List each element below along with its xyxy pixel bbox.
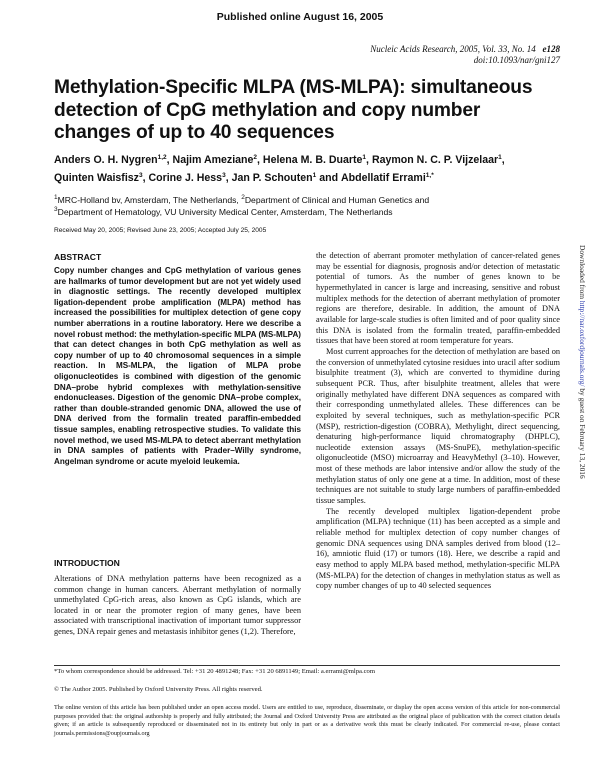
affiliation-line bbox=[54, 207, 574, 219]
title-line: Methylation-Specific MLPA (MS-MLPA): simultaneous bbox=[54, 77, 533, 98]
paragraph: Most current approaches for the detection of methylation are based on the conversion of unmethylated cytosine residues into uracil after sodium bisulphite treatment (3), which are converted to thymidine during subsequent PCR. Thus, after bisulphite treatment, alleles that were originally methylated have different DNA sequences as compared with their corresponding unmethylated alleles. These differences can be exploited by several techniques, such as methylation-specific PCR (MSP), restriction-digestion (COBRA), Methylight, direct sequencing, denaturing high-performance liquid chromatography (DHPLC), nucleotide extension assays (MS-SnuPE), methylation-specific oligonucleotide (MSO) microarray and HeavyMethyl (3–10). However, most of these methods are labor intensive and/or allow the study of the methylation status of only one gene at a time. In addition, most of these techniques are not suitable to study large numbers of paraffin-embedded tissue samples. bbox=[316, 346, 560, 506]
author-separator: , bbox=[366, 154, 372, 166]
affiliation-mark: 3 bbox=[54, 205, 58, 213]
affiliation-text: Department of Clinical and Human Genetics and bbox=[244, 195, 430, 205]
page-title bbox=[54, 77, 564, 145]
author-separator: , bbox=[166, 154, 173, 166]
received-dates: Received May 20, 2005; Revised June 23, 2005; Accepted July 25, 2005 bbox=[54, 227, 267, 234]
affiliations bbox=[54, 195, 574, 218]
author-name: Anders O. H. Nygren bbox=[54, 154, 158, 166]
article-number: e128 bbox=[542, 44, 560, 54]
author-name: Raymon N. C. P. Vijzelaar bbox=[371, 154, 499, 166]
author-affiliation-mark: 1 bbox=[312, 172, 317, 179]
author-affiliation-mark: 3 bbox=[222, 172, 226, 179]
title-line: detection of CpG methylation and copy number bbox=[54, 99, 481, 121]
author-name: Abdellatif Errami bbox=[341, 172, 426, 184]
author-name: Jan P. Schouten bbox=[231, 172, 313, 184]
download-watermark-text bbox=[578, 245, 587, 479]
affiliation-mark: 2 bbox=[241, 194, 245, 201]
title-line: changes of up to 40 sequences bbox=[54, 122, 335, 143]
author-affiliation-mark: 1 bbox=[362, 154, 367, 161]
abstract-text: Copy number changes and CpG methylation of various genes are hallmarks of tumor development but are not yet widely used in diagnostic settings. The recently developed multiplex ligation-dependent probe amplification (MLPA) method has increased the possibilities for multiplex detection of gene copy number aberrations in a routine laboratory. Here we describe a novel robust method: the methylation-specific MLPA (MS-MLPA) that can detect changes in both CpG methylation as well as copy number of up to 40 chromosomal sequences in a simple reaction. In MS-MLPA, the ligation of MLPA probe oligonucleotides is combined with digestion of the genomic DNA–probe hybrid complexes with methylation-sensitive endonucleases. Digestion of the genomic DNA–probe complex, rather than double-stranded genomic DNA, allowed the use of DNA derived from the formalin treated paraffin-embedded tissue samples, enabling retrospective studies. To validate this novel method, we used MS-MLPA to detect aberrant methylation in DNA samples of patients with Prader–Willy syndrome, Angelman syndrome or acute myeloid leukemia. bbox=[54, 266, 301, 466]
published-online-banner: Published online August 16, 2005 bbox=[216, 11, 384, 23]
journal-citation bbox=[370, 44, 560, 66]
paragraph: The recently developed multiplex ligation-dependent probe amplification (MLPA) technique (11) has been accepted as a simple and reliable method for multiplex detection of copy number changes of genomic DNA sequences using DNA samples derived from blood (12–16), amniotic fluid (17) or tumors (18). Here, we describe a rapid and easy method to apply MLPA based method, methylation-specific MLPA (MS-MLPA) for the detection of changes in methylation status as well as copy number changes of up to 40 selected sequences bbox=[316, 506, 560, 591]
introduction-text: Alterations of DNA methylation patterns have been recognized as a common change in human cancers. Aberrant methylation of normally unmethylated CpG-rich areas, also known as CpG islands, which are located in or near the promoter region of many genes, have been associated with transcriptional inactivation of important tumor suppressor genes, DNA repair genes and metastasis inhibitor genes (1,2). Therefore, bbox=[54, 574, 301, 636]
author-name: Quinten Waisfisz bbox=[54, 172, 139, 184]
abstract-heading: ABSTRACT bbox=[54, 252, 102, 262]
author-separator: , bbox=[142, 172, 149, 184]
author-affiliation-mark: 3 bbox=[138, 172, 143, 179]
author-name: Helena M. B. Duarte bbox=[262, 154, 363, 166]
author-name: Corine J. Hess bbox=[148, 172, 223, 184]
right-column-text bbox=[316, 251, 560, 592]
download-url-link[interactable]: http://nar.oxfordjournals.org/ bbox=[578, 300, 587, 387]
author-name: Najim Ameziane bbox=[172, 154, 254, 166]
author-line bbox=[54, 169, 574, 187]
download-watermark bbox=[577, 245, 589, 525]
journal-name: Nucleic Acids Research, 2005, Vol. 33, No. 14 bbox=[370, 44, 536, 54]
affiliation-text: MRC-Holland bv, Amsterdam, The Netherlands, bbox=[57, 195, 242, 205]
copyright-notice: © The Author 2005. Published by Oxford University Press. All rights reserved. bbox=[54, 686, 263, 693]
by-guest-label: by guest on February 13, 2016 bbox=[578, 386, 587, 479]
author-affiliation-mark: 2 bbox=[253, 154, 258, 161]
author-affiliation-mark: 1,* bbox=[425, 172, 434, 179]
affiliation-text: Department of Hematology, VU University Medical Center, Amsterdam, The Netherlands bbox=[57, 206, 393, 217]
affiliation-mark: 1 bbox=[54, 194, 58, 201]
introduction-heading: INTRODUCTION bbox=[54, 558, 120, 568]
affiliation-line bbox=[54, 195, 574, 207]
author-affiliation-mark: 1 bbox=[498, 154, 502, 161]
correspondence-footnote: *To whom correspondence should be addressed. Tel: +31 20 4891248; Fax: +31 20 6891149; Email: a.errami@mlpa.com bbox=[54, 668, 375, 675]
author-separator: , bbox=[225, 172, 232, 184]
doi[interactable]: doi:10.1093/nar/gni127 bbox=[473, 55, 560, 65]
footnote-divider bbox=[54, 665, 560, 666]
author-separator: and bbox=[316, 172, 341, 184]
downloaded-from-label: Downloaded from bbox=[578, 245, 587, 301]
author-line bbox=[54, 151, 574, 169]
paragraph: the detection of aberrant promoter methylation of cancer-related genes may be essential for diagnosis, prognosis and/or detection of metastatic potential of tumors. As the number of genes known to be hypermethylated in cancer is large and increasing, sensitive and robust multiplex methods for the detection of aberrant methylation of promoter regions are therefore, desirable. In addition, the amount of DNA available for large-scale studies is often limited and of poor quality since this DNA is isolated from the formalin treated, paraffin-embedded tissues that have been stored at room temperature for years. bbox=[316, 251, 560, 346]
author-separator: , bbox=[501, 154, 505, 166]
author-separator: , bbox=[257, 154, 263, 166]
license-notice: The online version of this article has been published under an open access model. Users are entitled to use, reproduce, disseminate, or display the open access version of this article for non-commercial purposes provided that: the original authorship is properly and fully attributed; the Journal and Oxford University Press are attributed as the original place of publication with the correct citation details given; if an article is subsequently reproduced or disseminated not in its entirety but only in part or as a derivative work this must be clearly indicated. For commercial re-use, please contact journals.permissions@oupjournals.org bbox=[54, 704, 560, 737]
author-list bbox=[54, 151, 574, 187]
author-affiliation-mark: 1,2 bbox=[157, 154, 167, 161]
